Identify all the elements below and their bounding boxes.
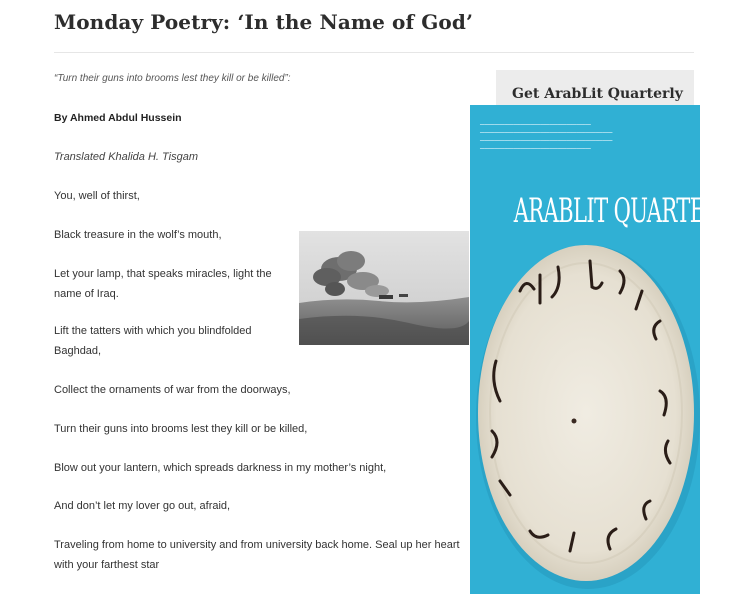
widget-title: Get ArabLit Quarterly bbox=[512, 86, 683, 102]
translator-credit: Translated Khalida H. Tisgam bbox=[54, 151, 198, 163]
war-photo bbox=[299, 231, 469, 345]
poem-line: Collect the ornaments of war from the doorways, bbox=[54, 384, 291, 396]
poem-line: Blow out your lantern, which spreads darkness in my mother’s night, bbox=[54, 462, 387, 474]
cover-contents-list: ━━━━━━━━━━━━━━━━━━━━━━━━━━━━━━━━━━━━━━━━━━━━━━ ━━━━━━━━━━━━━━━━━━━━━━━━━━━━━━━━━━━━━━━━━━━━━━━━━━━━━━━ ━━━━━━━━━━━━━━━━━━━━━━━━━━━━━━━━━━━━━━━━━━━━━━━━━━━━━━━ ━━━━━━━━━━━━━━━━━━━━━━━━━━━━━━━━━━━━━━━━━━━━━━ bbox=[480, 122, 613, 151]
title-divider bbox=[54, 52, 694, 53]
poem-line: Lift the tatters with which you blindfolded Baghdad, bbox=[54, 325, 252, 357]
poem-line: Black treasure in the wolf’s mouth, bbox=[54, 229, 222, 241]
poem-line: Let your lamp, that speaks miracles, light the name of Iraq. bbox=[54, 268, 272, 300]
poem-line: Traveling from home to university and from university back home. Seal up her heart with your farthest star bbox=[54, 539, 460, 571]
byline: By Ahmed Abdul Hussein bbox=[54, 112, 182, 124]
ceramic-bowl-image bbox=[470, 231, 700, 594]
poem-line: And don’t let my lover go out, afraid, bbox=[54, 500, 231, 512]
poem-line: You, well of thirst, bbox=[54, 190, 140, 202]
post-title: Monday Poetry: ‘In the Name of God’ bbox=[54, 10, 474, 34]
epigraph: “Turn their guns into brooms lest they kill or be killed”: bbox=[54, 73, 291, 84]
quarterly-cover[interactable] bbox=[470, 105, 745, 594]
poem-line: Turn their guns into brooms lest they kill or be killed, bbox=[54, 423, 308, 435]
cover-brand: ARABLIT QUARTERLY bbox=[513, 191, 745, 231]
